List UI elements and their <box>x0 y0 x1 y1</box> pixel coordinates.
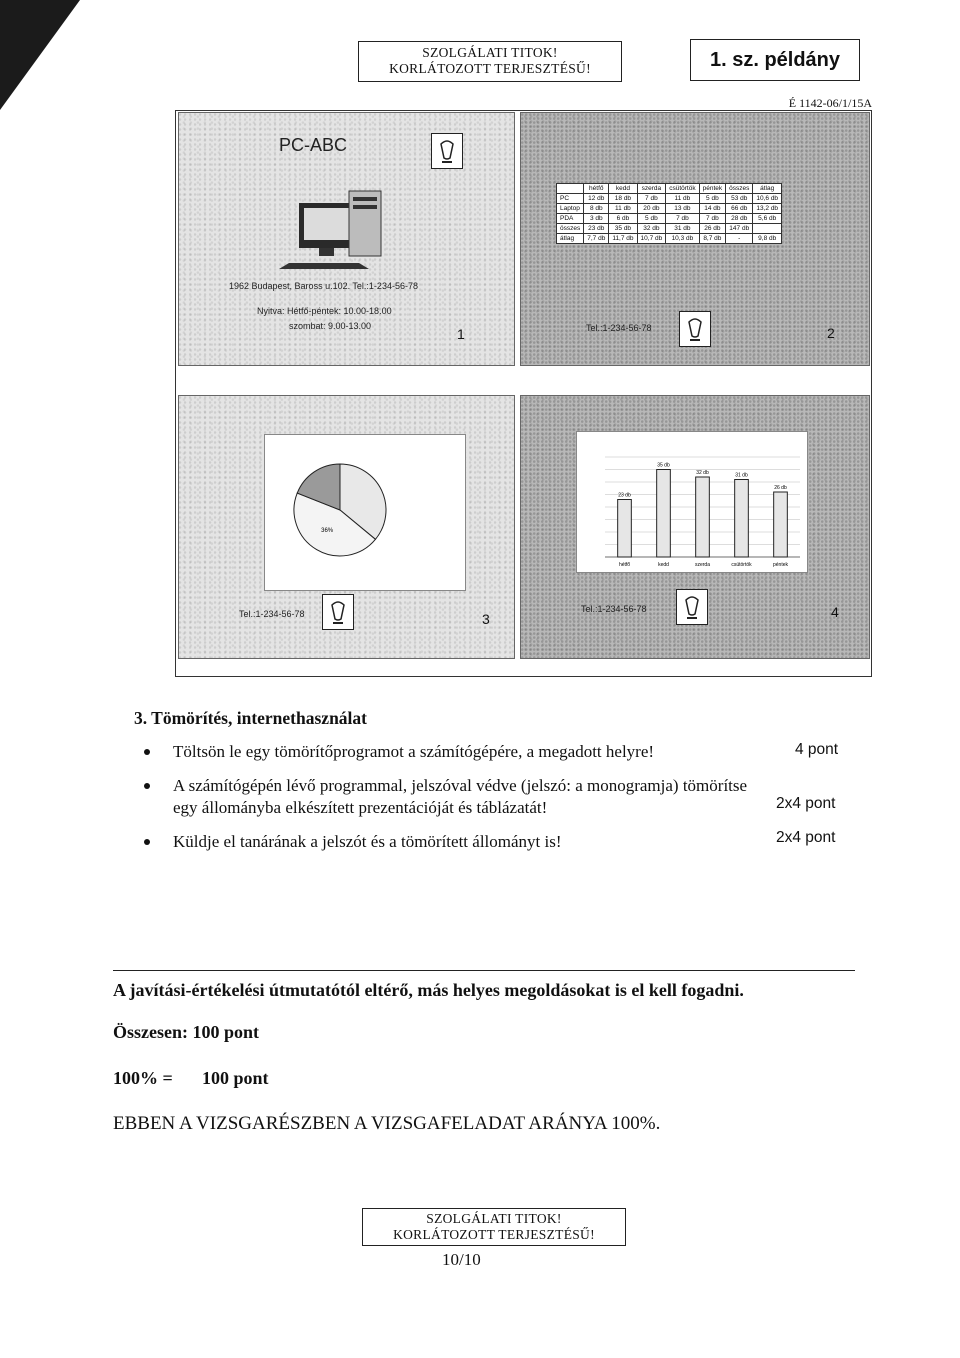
task-2-text-line1: A számítógépén lévő programmal, jelszóval védve (jelszó: a monogramja) tömörítse <box>173 776 748 795</box>
bar-data-label: 31 db <box>735 472 748 479</box>
slide1-hours2: szombat: 9.00-13.00 <box>289 321 372 331</box>
pie-chart-box <box>264 434 466 591</box>
bar <box>618 500 632 558</box>
task-2-points: 2x4 pont <box>776 795 836 812</box>
logo-icon <box>679 311 711 347</box>
bullet <box>144 839 150 845</box>
table-cell: 10,3 db <box>666 234 699 244</box>
page-number: 10/10 <box>442 1250 481 1269</box>
slide3-tel: Tel.:1-234-56-78 <box>239 609 305 619</box>
table-cell: 20 db <box>637 204 666 214</box>
table-row <box>557 234 782 244</box>
table-cell: kedd <box>609 184 637 194</box>
table-cell <box>557 184 584 194</box>
bar <box>696 477 710 557</box>
pie-label: 36% <box>321 527 334 534</box>
table-cell: szerda <box>637 184 666 194</box>
table-cell: 28 db <box>726 214 753 224</box>
bullet <box>144 749 150 755</box>
table-cell: 31 db <box>666 224 699 234</box>
task-2-text-line2: egy állományba elkészített prezentációját és táblázatát! <box>173 798 548 817</box>
table-cell: 53 db <box>726 194 753 204</box>
table-cell: összes <box>726 184 753 194</box>
bar-data-label: 32 db <box>696 470 709 476</box>
slide-number: 3 <box>482 611 490 627</box>
classification-line1: SZOLGÁLATI TITOK! <box>422 45 558 60</box>
table-cell: 35 db <box>609 224 637 234</box>
table-cell: 23 db <box>584 224 609 234</box>
table-cell: 10,7 db <box>637 234 666 244</box>
bar-category-label: kedd <box>658 562 669 568</box>
bar-category-label: csütörtök <box>731 562 752 568</box>
slide-2 <box>520 112 870 366</box>
table-row <box>557 194 782 204</box>
slide-3 <box>178 395 515 659</box>
table-cell: 9,8 db <box>753 234 782 244</box>
table-cell: 11 db <box>666 194 699 204</box>
table-cell: PDA <box>557 214 584 224</box>
bar-category-label: péntek <box>772 562 789 568</box>
table-cell: péntek <box>699 184 726 194</box>
table-row <box>557 204 782 214</box>
slide-1 <box>178 112 515 366</box>
table-cell: 147 db <box>726 224 753 234</box>
table-cell: 32 db <box>637 224 666 234</box>
table-cell: 13,2 db <box>753 204 782 214</box>
doc-id: É 1142-06/1/15A <box>788 96 872 110</box>
table-cell: hétfő <box>584 184 609 194</box>
logo-icon <box>322 594 354 630</box>
footer-total: Összesen: 100 pont <box>113 1022 260 1042</box>
classification-box-bottom <box>362 1208 626 1246</box>
bullet <box>144 783 150 789</box>
corner-mark <box>0 0 80 110</box>
slide4-tel: Tel.:1-234-56-78 <box>581 604 647 614</box>
bar-data-label: 35 db <box>657 462 670 469</box>
table-cell: PC <box>557 194 584 204</box>
table-cell: 26 db <box>699 224 726 234</box>
table-cell: 11,7 db <box>609 234 637 244</box>
slide-number: 2 <box>827 325 835 341</box>
bar-data-label: 23 db <box>618 492 631 499</box>
table-row <box>557 214 782 224</box>
table-row <box>557 224 782 234</box>
bar <box>657 470 671 558</box>
classification-line1: SZOLGÁLATI TITOK! <box>426 1211 562 1226</box>
task-1-points: 4 pont <box>795 741 839 758</box>
logo-icon <box>431 133 463 169</box>
table-cell: 11 db <box>609 204 637 214</box>
task-3-points: 2x4 pont <box>776 829 836 846</box>
table-cell: 12 db <box>584 194 609 204</box>
computer-icon <box>279 183 399 273</box>
classification-line2: KORLÁTOZOTT TERJESZTÉSŰ! <box>389 61 591 76</box>
table-cell: 10,6 db <box>753 194 782 204</box>
classification-line2: KORLÁTOZOTT TERJESZTÉSŰ! <box>393 1227 595 1242</box>
table-cell: 6 db <box>609 214 637 224</box>
divider <box>113 970 855 971</box>
table-cell <box>753 224 782 234</box>
table-cell: 66 db <box>726 204 753 214</box>
table-cell: 7 db <box>666 214 699 224</box>
table-cell: 7 db <box>637 194 666 204</box>
table-cell: 5 db <box>699 194 726 204</box>
task-1-text: Töltsön le egy tömörítőprogramot a számítógépére, a megadott helyre! <box>173 742 655 761</box>
table-cell: csütörtök <box>666 184 699 194</box>
bar-chart <box>577 432 807 572</box>
slide2-tel: Tel.:1-234-56-78 <box>586 323 652 333</box>
task-3-text: Küldje el tanárának a jelszót és a tömörített állományt is! <box>173 832 562 851</box>
table-cell: 7 db <box>699 214 726 224</box>
footer-note: A javítási-értékelési útmutatótól eltérő, más helyes megoldásokat is el kell fogadni. <box>113 980 744 1000</box>
table-cell: 8 db <box>584 204 609 214</box>
table-cell: összes <box>557 224 584 234</box>
table-cell: 13 db <box>666 204 699 214</box>
table-cell: 5,6 db <box>753 214 782 224</box>
bar-category-label: hétfő <box>618 562 631 568</box>
data-table <box>556 183 782 244</box>
footer-percent-right: 100 pont <box>202 1068 269 1088</box>
section-title: 3. Tömörítés, internethasználat <box>134 708 367 728</box>
footer-percent-left: 100% = <box>113 1068 173 1088</box>
slide-number: 1 <box>457 326 465 342</box>
logo-icon <box>676 589 708 625</box>
bar-data-label: 26 db <box>774 485 787 491</box>
slide-4 <box>520 395 870 659</box>
bar <box>735 480 749 558</box>
table-cell: 7,7 db <box>584 234 609 244</box>
table-cell: 8,7 db <box>699 234 726 244</box>
bar-chart-box <box>576 431 808 573</box>
slide1-address: 1962 Budapest, Baross u.102. Tel.:1-234-56-78 <box>229 281 418 291</box>
copy-label: 1. sz. példány <box>690 39 860 81</box>
table-cell: átlag <box>753 184 782 194</box>
table-cell: 14 db <box>699 204 726 214</box>
table-cell: 3 db <box>584 214 609 224</box>
bar-category-label: szerda <box>694 562 711 568</box>
slide1-hours1: Nyitva: Hétfő-péntek: 10.00-18.00 <box>257 306 392 316</box>
table-cell: átlag <box>557 234 584 244</box>
pie-chart <box>265 435 465 590</box>
table-row <box>557 184 782 194</box>
footer-ratio: EBBEN A VIZSGARÉSZBEN A VIZSGAFELADAT ARÁNYA 100%. <box>113 1113 661 1134</box>
table-cell: - <box>726 234 753 244</box>
table-cell: 5 db <box>637 214 666 224</box>
slide1-title: PC-ABC <box>279 135 348 155</box>
bar <box>774 492 788 557</box>
table-cell: Laptop <box>557 204 584 214</box>
table-cell: 18 db <box>609 194 637 204</box>
slide-number: 4 <box>831 604 839 620</box>
classification-box-top <box>358 41 622 82</box>
